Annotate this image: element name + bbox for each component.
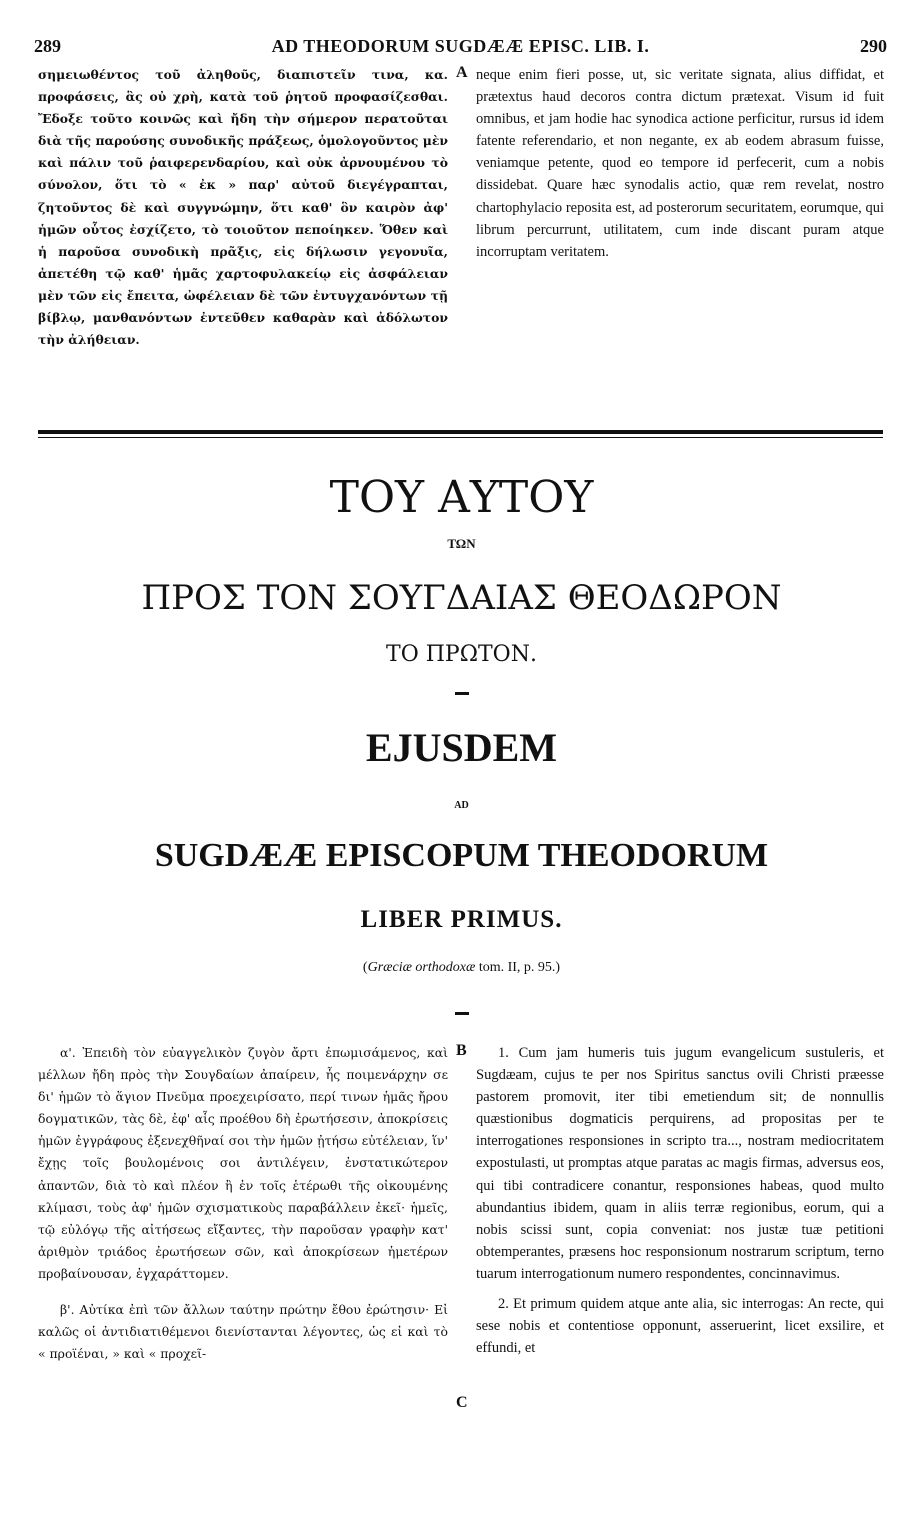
latin-paragraph-2: 2. Et primum quidem atque ante alia, sic interrogas: An recte, qui sese nobis et contentiose opponunt, asseruerint, licet exsilire, et effundi, et	[476, 1296, 884, 1357]
title-to-proton: ΤΟ ΠΡΩΤΟΝ.	[386, 642, 537, 667]
title-tou-autou: ΤΟΥ ΑΥΤΟΥ	[329, 472, 594, 523]
running-header	[34, 36, 887, 58]
title-latin-main: SUGDÆÆ EPISCOPUM THEODORUM	[154, 837, 769, 874]
title-source	[40, 960, 883, 976]
section-rule	[38, 430, 883, 434]
title-dash-2	[455, 1012, 469, 1015]
latin-paragraph-1: 1. Cum jam humeris tuis jugum evangelicum sustuleris, et Sugdæam, cujus te per nos Spiritus sanctus ovili Christi præesse pastorem promovit, iter tibi emetiendum sit; de nonnullis quæstionibus dogmaticis perquirens, ad propositas per te interrogationes responsiones in scripto tra..., nostram mediocritatem expostulasti, ut promptas atque paratas ac magis firmas, adversus eos, qui tibi contradicere conantur, responsiones habeas, quod multo abundantius ibidem, quam in aliis terræ regionibus, eorum, qui a nobis scissi sunt, copia conveniat: nos justæ tuæ petitioni obtemperantes, præsens hoc responsionum nostrarum scriptum, terno tuarum interrogationum numero respondentes, concinnavimus.	[476, 1045, 884, 1282]
title-liber-primus: LIBER PRIMUS.	[360, 906, 563, 933]
top-latin-text: neque enim fieri posse, ut, sic veritate signata, alius diffidat, et prætextus haud decoros contra dictum prætexat. Visum id fuit omnibus, et jam hodie hac synodica actione perficitur, rursus id idem fatente referendario, et non negante, ex ab eodem abrasum fuisse, veniamque petente, quod eo tempore id perfecerit, cum a nobis dissidebat. Quare hæc synodalis actio, quæ rem revelat, nostro chartophylacio reposita est, ad posterorum securitatem, eorumque, qui librum percurrunt, utilitatem, cum inde discant puram atque incorruptam veritatem.	[476, 67, 884, 260]
top-latin-column	[476, 64, 884, 263]
running-title: AD THEODORUM SUGDÆÆ EPISC. LIB. I.	[271, 36, 650, 56]
title-ad: AD	[454, 800, 469, 811]
body-greek-column	[38, 1042, 448, 1365]
body-latin-column	[476, 1042, 884, 1359]
title-ton: ΤΩΝ	[447, 536, 476, 551]
title-ejusdem: EJUSDEM	[365, 725, 558, 770]
page-number-right: 290	[860, 36, 887, 56]
top-greek-column	[38, 64, 448, 351]
source-rest: tom. II, p. 95.)	[475, 960, 561, 975]
greek-paragraph-2: β'. Αὐτίκα ἐπὶ τῶν ἄλλων ταύτην πρώτην ἔθου ἐρώτησιν· Εἰ καλῶς οἱ ἀντιδιατιθέμενοι διενίστανται λέγοντες, ὡς εἰ καὶ τὸ « προϊέναι, » καὶ « προχεῖ-	[38, 1302, 448, 1362]
title-greek-main: ΠΡΟΣ ΤΟΝ ΣΟΥΓΔΑΙΑΣ ΘΕΟΔΩΡΟΝ	[141, 578, 782, 618]
section-rule-thin	[38, 437, 883, 438]
source-italic: Græciæ orthodoxæ	[367, 960, 476, 975]
greek-paragraph-1: α'. Ἐπειδὴ τὸν εὐαγγελικὸν ζυγὸν ἄρτι ἐπωμισάμενος, καὶ μέλλων ἤδη πρὸς τὴν Σουγδαίων ἀπαίρειν, ἧς ποιμενάρχην σε δι' ἡμῶν τὸ ἅγιον Πνεῦμα προεχειρίσατο, περί τινων ἡμᾶς ἤρου δογματικῶν, τὰς δὲ, ἐφ' αἷς προέθου δὴ ἐρωτήσεσιν, ἀποκρίσεις ἡμῶν ἐγγράφους ἐξενεχθῆναί σοι τὴν ἡμῶν ᾐτήσω εὐτέλειαν, ἵν' ἔχῃς τοῖς βουλομένοις σοι ἀντιλέγειν, ἐνστατικώτερον ἀπαντῶν, διὰ τὸ καὶ πλέον ἢ ἐν τοῖς ἑτέρωθι τῆς οἰκουμένης κλίμασι, τοὺς ἀφ' ἡμῶν σχισματικοὺς παραβάλλειν ἐκεῖ· ἡμεῖς, τῷ εὐλόγῳ τῆς αἰτήσεως εἴξαντες, τὴν παροῦσαν γραφὴν κατ' ἀριθμὸν τριάδος ἐρωτήσεων σῶν, καὶ ἀποκρίσεων ἡμετέρων προβαίνουσαν, ἐγχαράττομεν.	[38, 1045, 448, 1281]
margin-letter-a: A	[456, 64, 468, 81]
margin-letter-b: B	[456, 1042, 467, 1059]
top-greek-text: σημειωθέντος τοῦ ἀληθοῦς, διαπιστεῖν τινα, κα. προφάσεις, ἃς οὐ χρὴ, κατὰ τοῦ ῥητοῦ προφασίζεσθαι. Ἔδοξε τοῦτο κοινῶς καὶ ἤδη τὴν σήμερον περατοῦται διὰ τῆς παρούσης συνοδικῆς πράξεως, ὁμολογοῦντος μὲν καὶ πάλιν τοῦ ῥαιφερενδαρίου, καὶ οὐκ ἀρνουμένου τὸ σύνολον, ὅτι τὸ « ἐκ » παρ' αὐτοῦ διεγέγραπται, ζητοῦντος δὲ καὶ συγγνώμην, ὅτι καθ' ὃν καιρὸν ἀφ' ἡμῶν οὗτος ἐσχίζετο, τὸ τοιοῦτον πεποίηκεν. Ὅθεν καὶ ἡ παροῦσα συνοδικὴ πρᾶξις, εἰς δήλωσιν γεγονυῖα, ἀπετέθη τῷ καθ' ἡμᾶς χαρτοφυλακείῳ εἰς ἀσφάλειαν μὲν τῶν εἰς ἔπειτα, ὠφέλειαν δὲ τῶν ἐντυγχανόντων τῇ βίβλῳ, μανθανόντων ἐντεῦθεν καθαρὰν καὶ ἀδόλωτον τὴν ἀλήθειαν.	[38, 67, 448, 348]
title-dash-1	[455, 692, 469, 695]
source-open: (	[362, 960, 368, 975]
page-number-left: 289	[34, 36, 61, 56]
margin-letter-c: C	[456, 1394, 468, 1411]
